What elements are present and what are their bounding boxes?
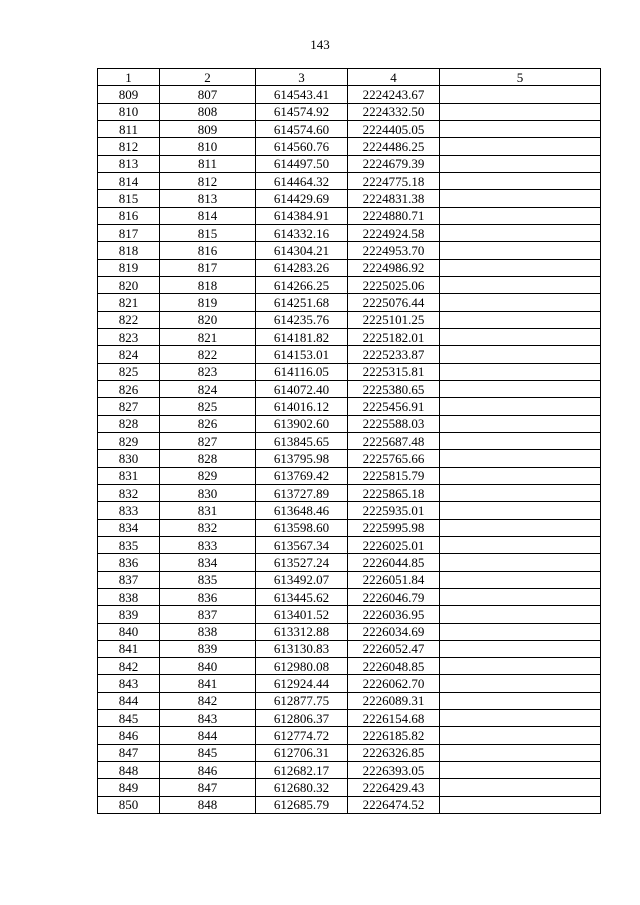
cell-prev-point: 823 [160,363,256,380]
table-row [98,640,601,657]
cell-note [440,103,601,120]
cell-note [440,415,601,432]
cell-point-number: 811 [98,120,160,137]
cell-point-number: 840 [98,623,160,640]
cell-x-coordinate: 612924.44 [256,675,348,692]
table-row [98,484,601,501]
cell-x-coordinate: 612774.72 [256,727,348,744]
cell-prev-point: 820 [160,311,256,328]
cell-point-number: 824 [98,346,160,363]
cell-note [440,86,601,103]
table-row [98,432,601,449]
cell-point-number: 827 [98,398,160,415]
cell-note [440,311,601,328]
cell-point-number: 816 [98,207,160,224]
cell-prev-point: 815 [160,224,256,241]
cell-prev-point: 817 [160,259,256,276]
cell-prev-point: 812 [160,172,256,189]
table-row [98,450,601,467]
page-number: 143 [310,37,330,52]
cell-prev-point: 838 [160,623,256,640]
cell-note [440,155,601,172]
cell-y-coordinate: 2226326.85 [348,744,440,761]
cell-y-coordinate: 2225233.87 [348,346,440,363]
cell-y-coordinate: 2226393.05 [348,762,440,779]
cell-y-coordinate: 2226062.70 [348,675,440,692]
cell-y-coordinate: 2226052.47 [348,640,440,657]
cell-x-coordinate: 612682.17 [256,762,348,779]
cell-note [440,502,601,519]
table-row [98,259,601,276]
cell-point-number: 819 [98,259,160,276]
cell-x-coordinate: 613567.34 [256,536,348,553]
cell-point-number: 842 [98,658,160,675]
cell-note [440,554,601,571]
table-row [98,606,601,623]
cell-prev-point: 816 [160,242,256,259]
cell-note [440,692,601,709]
cell-x-coordinate: 614543.41 [256,86,348,103]
table-row [98,675,601,692]
cell-x-coordinate: 613769.42 [256,467,348,484]
cell-prev-point: 821 [160,328,256,345]
cell-note [440,172,601,189]
cell-note [440,242,601,259]
cell-y-coordinate: 2226185.82 [348,727,440,744]
cell-prev-point: 834 [160,554,256,571]
cell-prev-point: 818 [160,276,256,293]
cell-point-number: 833 [98,502,160,519]
cell-point-number: 815 [98,190,160,207]
cell-y-coordinate: 2225588.03 [348,415,440,432]
cell-y-coordinate: 2224405.05 [348,120,440,137]
cell-note [440,640,601,657]
cell-x-coordinate: 614283.26 [256,259,348,276]
cell-prev-point: 810 [160,138,256,155]
cell-point-number: 844 [98,692,160,709]
cell-x-coordinate: 614266.25 [256,276,348,293]
table-row [98,294,601,311]
cell-y-coordinate: 2226048.85 [348,658,440,675]
cell-point-number: 814 [98,172,160,189]
cell-x-coordinate: 614384.91 [256,207,348,224]
table-row [98,86,601,103]
cell-x-coordinate: 614251.68 [256,294,348,311]
cell-point-number: 818 [98,242,160,259]
coordinates-table [97,68,601,814]
cell-prev-point: 846 [160,762,256,779]
cell-x-coordinate: 613795.98 [256,450,348,467]
cell-point-number: 823 [98,328,160,345]
cell-point-number: 825 [98,363,160,380]
cell-y-coordinate: 2224486.25 [348,138,440,155]
cell-y-coordinate: 2225995.98 [348,519,440,536]
cell-point-number: 837 [98,571,160,588]
column-header-2: 2 [160,69,256,86]
column-header-4: 4 [348,69,440,86]
cell-x-coordinate: 614304.21 [256,242,348,259]
cell-point-number: 810 [98,103,160,120]
cell-x-coordinate: 613527.24 [256,554,348,571]
cell-prev-point: 831 [160,502,256,519]
cell-y-coordinate: 2224831.38 [348,190,440,207]
table-row [98,190,601,207]
cell-prev-point: 843 [160,710,256,727]
cell-point-number: 809 [98,86,160,103]
table-row [98,363,601,380]
cell-x-coordinate: 614235.76 [256,311,348,328]
cell-note [440,294,601,311]
cell-y-coordinate: 2226429.43 [348,779,440,796]
table-row [98,155,601,172]
cell-prev-point: 808 [160,103,256,120]
cell-prev-point: 841 [160,675,256,692]
cell-prev-point: 845 [160,744,256,761]
cell-note [440,328,601,345]
cell-prev-point: 814 [160,207,256,224]
cell-prev-point: 844 [160,727,256,744]
cell-point-number: 812 [98,138,160,155]
cell-y-coordinate: 2224953.70 [348,242,440,259]
cell-note [440,675,601,692]
cell-prev-point: 835 [160,571,256,588]
table-row [98,346,601,363]
cell-x-coordinate: 612685.79 [256,796,348,813]
cell-point-number: 829 [98,432,160,449]
column-header-5: 5 [440,69,601,86]
cell-point-number: 821 [98,294,160,311]
cell-note [440,519,601,536]
cell-point-number: 835 [98,536,160,553]
table-row [98,779,601,796]
cell-note [440,588,601,605]
cell-point-number: 813 [98,155,160,172]
cell-x-coordinate: 613845.65 [256,432,348,449]
cell-prev-point: 829 [160,467,256,484]
cell-note [440,623,601,640]
cell-y-coordinate: 2226154.68 [348,710,440,727]
table-row [98,224,601,241]
cell-prev-point: 822 [160,346,256,363]
cell-note [440,259,601,276]
cell-y-coordinate: 2226051.84 [348,571,440,588]
cell-y-coordinate: 2225315.81 [348,363,440,380]
cell-y-coordinate: 2225815.79 [348,467,440,484]
table-row [98,658,601,675]
cell-point-number: 831 [98,467,160,484]
cell-y-coordinate: 2224243.67 [348,86,440,103]
cell-prev-point: 837 [160,606,256,623]
cell-y-coordinate: 2225456.91 [348,398,440,415]
cell-y-coordinate: 2225182.01 [348,328,440,345]
cell-x-coordinate: 614116.05 [256,363,348,380]
cell-point-number: 836 [98,554,160,571]
cell-x-coordinate: 612877.75 [256,692,348,709]
cell-prev-point: 811 [160,155,256,172]
cell-x-coordinate: 614429.69 [256,190,348,207]
cell-y-coordinate: 2226034.69 [348,623,440,640]
cell-prev-point: 824 [160,380,256,397]
cell-x-coordinate: 614560.76 [256,138,348,155]
cell-x-coordinate: 613492.07 [256,571,348,588]
cell-x-coordinate: 614072.40 [256,380,348,397]
cell-x-coordinate: 613902.60 [256,415,348,432]
column-header-3: 3 [256,69,348,86]
cell-y-coordinate: 2224679.39 [348,155,440,172]
cell-point-number: 849 [98,779,160,796]
cell-point-number: 828 [98,415,160,432]
table-row [98,502,601,519]
cell-note [440,432,601,449]
cell-prev-point: 825 [160,398,256,415]
cell-x-coordinate: 613598.60 [256,519,348,536]
table-row [98,242,601,259]
cell-point-number: 850 [98,796,160,813]
table-row [98,380,601,397]
cell-prev-point: 827 [160,432,256,449]
cell-x-coordinate: 612680.32 [256,779,348,796]
cell-x-coordinate: 612980.08 [256,658,348,675]
column-header-1: 1 [98,69,160,86]
cell-x-coordinate: 613445.62 [256,588,348,605]
cell-y-coordinate: 2225076.44 [348,294,440,311]
cell-note [440,727,601,744]
table-row [98,276,601,293]
cell-x-coordinate: 614016.12 [256,398,348,415]
cell-y-coordinate: 2224332.50 [348,103,440,120]
table-row [98,727,601,744]
cell-x-coordinate: 613727.89 [256,484,348,501]
table-row [98,536,601,553]
cell-note [440,606,601,623]
cell-note [440,536,601,553]
cell-point-number: 822 [98,311,160,328]
table-row [98,744,601,761]
cell-x-coordinate: 612806.37 [256,710,348,727]
cell-prev-point: 839 [160,640,256,657]
cell-y-coordinate: 2226036.95 [348,606,440,623]
cell-prev-point: 840 [160,658,256,675]
cell-note [440,120,601,137]
table-row [98,519,601,536]
cell-x-coordinate: 613401.52 [256,606,348,623]
table-row [98,120,601,137]
table-row [98,138,601,155]
cell-point-number: 841 [98,640,160,657]
cell-x-coordinate: 614153.01 [256,346,348,363]
cell-note [440,398,601,415]
table-row [98,207,601,224]
cell-y-coordinate: 2226089.31 [348,692,440,709]
table-row [98,328,601,345]
cell-y-coordinate: 2226025.01 [348,536,440,553]
cell-prev-point: 833 [160,536,256,553]
table-row [98,467,601,484]
cell-note [440,276,601,293]
cell-note [440,363,601,380]
cell-x-coordinate: 613312.88 [256,623,348,640]
cell-prev-point: 809 [160,120,256,137]
cell-x-coordinate: 613130.83 [256,640,348,657]
cell-point-number: 843 [98,675,160,692]
cell-point-number: 826 [98,380,160,397]
cell-note [440,744,601,761]
cell-point-number: 832 [98,484,160,501]
cell-prev-point: 848 [160,796,256,813]
cell-x-coordinate: 612706.31 [256,744,348,761]
table-row [98,692,601,709]
table-body [98,86,601,814]
cell-note [440,658,601,675]
cell-y-coordinate: 2225935.01 [348,502,440,519]
cell-y-coordinate: 2226044.85 [348,554,440,571]
cell-point-number: 847 [98,744,160,761]
cell-prev-point: 836 [160,588,256,605]
cell-prev-point: 832 [160,519,256,536]
cell-note [440,138,601,155]
cell-y-coordinate: 2225025.06 [348,276,440,293]
cell-point-number: 817 [98,224,160,241]
cell-y-coordinate: 2224986.92 [348,259,440,276]
cell-note [440,710,601,727]
cell-note [440,762,601,779]
cell-point-number: 834 [98,519,160,536]
cell-y-coordinate: 2225687.48 [348,432,440,449]
table-row [98,571,601,588]
cell-y-coordinate: 2225765.66 [348,450,440,467]
table-row [98,588,601,605]
cell-prev-point: 807 [160,86,256,103]
cell-note [440,450,601,467]
cell-y-coordinate: 2225380.65 [348,380,440,397]
table-row [98,103,601,120]
cell-point-number: 839 [98,606,160,623]
table-row [98,710,601,727]
cell-prev-point: 842 [160,692,256,709]
cell-point-number: 838 [98,588,160,605]
cell-note [440,190,601,207]
cell-note [440,380,601,397]
table-row [98,762,601,779]
table-header-row [98,69,601,86]
cell-note [440,779,601,796]
cell-note [440,207,601,224]
cell-x-coordinate: 614574.60 [256,120,348,137]
cell-x-coordinate: 614574.92 [256,103,348,120]
cell-prev-point: 826 [160,415,256,432]
cell-note [440,571,601,588]
cell-prev-point: 847 [160,779,256,796]
cell-point-number: 846 [98,727,160,744]
cell-y-coordinate: 2224880.71 [348,207,440,224]
table-row [98,554,601,571]
table-row [98,398,601,415]
cell-y-coordinate: 2225101.25 [348,311,440,328]
cell-y-coordinate: 2224775.18 [348,172,440,189]
cell-prev-point: 830 [160,484,256,501]
cell-note [440,224,601,241]
cell-point-number: 830 [98,450,160,467]
cell-y-coordinate: 2226046.79 [348,588,440,605]
table-row [98,796,601,813]
cell-point-number: 820 [98,276,160,293]
cell-prev-point: 828 [160,450,256,467]
cell-point-number: 848 [98,762,160,779]
table-row [98,311,601,328]
cell-x-coordinate: 614181.82 [256,328,348,345]
cell-note [440,346,601,363]
table-row [98,172,601,189]
cell-x-coordinate: 613648.46 [256,502,348,519]
table-row [98,623,601,640]
cell-point-number: 845 [98,710,160,727]
cell-note [440,484,601,501]
table-row [98,415,601,432]
cell-prev-point: 813 [160,190,256,207]
cell-note [440,796,601,813]
cell-y-coordinate: 2225865.18 [348,484,440,501]
cell-x-coordinate: 614464.32 [256,172,348,189]
cell-prev-point: 819 [160,294,256,311]
cell-x-coordinate: 614332.16 [256,224,348,241]
cell-y-coordinate: 2224924.58 [348,224,440,241]
cell-x-coordinate: 614497.50 [256,155,348,172]
cell-note [440,467,601,484]
cell-y-coordinate: 2226474.52 [348,796,440,813]
